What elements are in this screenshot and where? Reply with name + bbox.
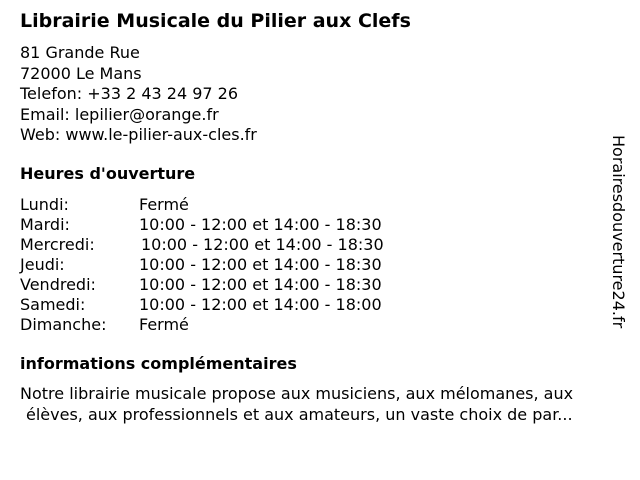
info-line: élèves, aux professionnels et aux amateurs, un vaste choix de par... [26, 404, 573, 424]
info-line: Notre librairie musicale propose aux musiciens, aux mélomanes, aux [20, 384, 574, 403]
day-hours: 10:00 - 12:00 et 14:00 - 18:30 [141, 235, 384, 254]
site-watermark: Horairesdouverture24.fr [609, 135, 628, 329]
day-label: Mardi: [20, 215, 70, 234]
day-label: Samedi: [20, 295, 86, 314]
day-hours: 10:00 - 12:00 et 14:00 - 18:00 [139, 295, 382, 314]
day-label: Mercredi: [20, 235, 95, 254]
day-label: Jeudi: [20, 255, 65, 274]
website: Web: www.le-pilier-aux-cles.fr [20, 125, 257, 144]
day-hours: Fermé [139, 195, 189, 214]
additional-info-text [20, 384, 620, 425]
day-hours: 10:00 - 12:00 et 14:00 - 18:30 [139, 255, 382, 274]
day-label: Lundi: [20, 195, 69, 214]
city-address: 72000 Le Mans [20, 63, 142, 83]
day-hours: 10:00 - 12:00 et 14:00 - 18:30 [139, 215, 382, 234]
opening-hours-heading: Heures d'ouverture [20, 164, 196, 183]
email-address: Email: lepilier@orange.fr [20, 104, 219, 124]
phone-number: Telefon: +33 2 43 24 97 26 [20, 84, 239, 103]
additional-info-heading: informations complémentaires [20, 354, 297, 373]
day-hours: Fermé [139, 315, 189, 334]
day-label: Vendredi: [20, 275, 96, 294]
day-hours: 10:00 - 12:00 et 14:00 - 18:30 [139, 275, 382, 294]
day-label: Dimanche: [20, 315, 107, 334]
street-address: 81 Grande Rue [20, 43, 140, 62]
contact-block [20, 43, 257, 146]
business-name: Librairie Musicale du Pilier aux Clefs [20, 10, 411, 32]
